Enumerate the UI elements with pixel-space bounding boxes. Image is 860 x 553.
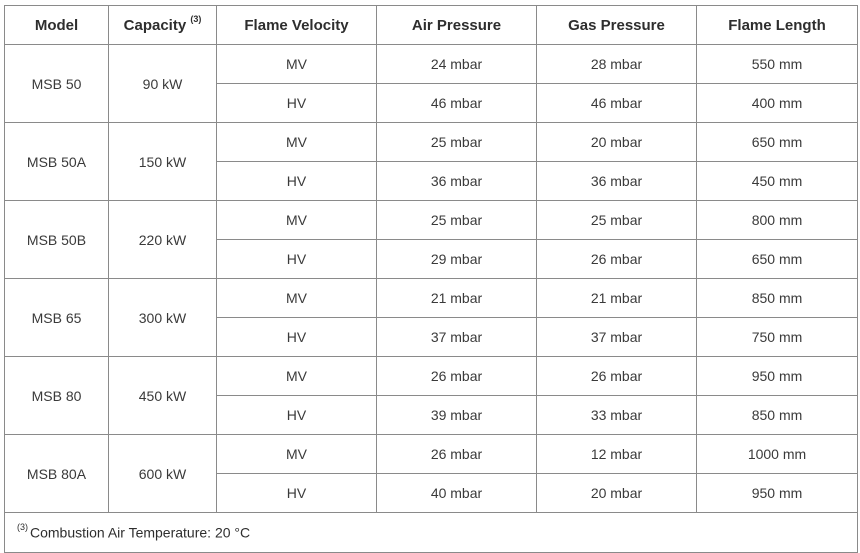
header-model: Model (5, 6, 109, 45)
air-pressure-cell: 21 mbar (377, 279, 537, 318)
gas-pressure-cell: 12 mbar (537, 435, 697, 474)
flame-velocity-cell: HV (217, 396, 377, 435)
air-pressure-cell: 40 mbar (377, 474, 537, 513)
air-pressure-cell: 26 mbar (377, 435, 537, 474)
table-row (5, 201, 858, 240)
table-header (5, 6, 858, 45)
gas-pressure-cell: 33 mbar (537, 396, 697, 435)
capacity-cell: 450 kW (109, 357, 217, 435)
flame-velocity-cell: MV (217, 357, 377, 396)
header-gas-pressure: Gas Pressure (537, 6, 697, 45)
model-cell: MSB 50 (5, 45, 109, 123)
gas-pressure-cell: 36 mbar (537, 162, 697, 201)
air-pressure-cell: 37 mbar (377, 318, 537, 357)
capacity-cell: 300 kW (109, 279, 217, 357)
flame-velocity-cell: MV (217, 123, 377, 162)
header-flame-length: Flame Length (697, 6, 858, 45)
flame-length-cell: 950 mm (697, 357, 858, 396)
flame-velocity-cell: HV (217, 162, 377, 201)
table-row (5, 435, 858, 474)
flame-length-cell: 850 mm (697, 279, 858, 318)
gas-pressure-cell: 20 mbar (537, 123, 697, 162)
flame-length-cell: 800 mm (697, 201, 858, 240)
gas-pressure-cell: 21 mbar (537, 279, 697, 318)
gas-pressure-cell: 20 mbar (537, 474, 697, 513)
table-body (5, 45, 858, 513)
gas-pressure-cell: 25 mbar (537, 201, 697, 240)
air-pressure-cell: 46 mbar (377, 84, 537, 123)
model-cell: MSB 80 (5, 357, 109, 435)
footnote-row (5, 513, 858, 553)
flame-velocity-cell: HV (217, 84, 377, 123)
header-capacity (109, 6, 217, 45)
gas-pressure-cell: 46 mbar (537, 84, 697, 123)
table-row (5, 123, 858, 162)
gas-pressure-cell: 28 mbar (537, 45, 697, 84)
header-flame-velocity: Flame Velocity (217, 6, 377, 45)
flame-velocity-cell: MV (217, 45, 377, 84)
flame-velocity-cell: MV (217, 201, 377, 240)
capacity-cell: 150 kW (109, 123, 217, 201)
air-pressure-cell: 25 mbar (377, 201, 537, 240)
flame-length-cell: 550 mm (697, 45, 858, 84)
footnote-marker: (3) (17, 522, 28, 533)
model-cell: MSB 80A (5, 435, 109, 513)
capacity-cell: 90 kW (109, 45, 217, 123)
header-capacity-label: Capacity (123, 17, 187, 34)
burner-spec-table (4, 5, 858, 553)
air-pressure-cell: 39 mbar (377, 396, 537, 435)
capacity-cell: 220 kW (109, 201, 217, 279)
flame-velocity-cell: HV (217, 318, 377, 357)
gas-pressure-cell: 26 mbar (537, 240, 697, 279)
table-row (5, 45, 858, 84)
gas-pressure-cell: 37 mbar (537, 318, 697, 357)
flame-length-cell: 850 mm (697, 396, 858, 435)
flame-length-cell: 750 mm (697, 318, 858, 357)
model-cell: MSB 65 (5, 279, 109, 357)
capacity-cell: 600 kW (109, 435, 217, 513)
flame-length-cell: 450 mm (697, 162, 858, 201)
air-pressure-cell: 29 mbar (377, 240, 537, 279)
flame-velocity-cell: MV (217, 279, 377, 318)
flame-length-cell: 650 mm (697, 240, 858, 279)
table-footer (5, 513, 858, 553)
flame-length-cell: 950 mm (697, 474, 858, 513)
footnote-ref: (3) (190, 14, 202, 24)
footnote (5, 513, 858, 553)
flame-length-cell: 650 mm (697, 123, 858, 162)
model-cell: MSB 50A (5, 123, 109, 201)
header-row (5, 6, 858, 45)
flame-length-cell: 400 mm (697, 84, 858, 123)
air-pressure-cell: 25 mbar (377, 123, 537, 162)
air-pressure-cell: 24 mbar (377, 45, 537, 84)
gas-pressure-cell: 26 mbar (537, 357, 697, 396)
table-row (5, 279, 858, 318)
air-pressure-cell: 26 mbar (377, 357, 537, 396)
model-cell: MSB 50B (5, 201, 109, 279)
footnote-text: Combustion Air Temperature: 20 °C (30, 524, 251, 541)
air-pressure-cell: 36 mbar (377, 162, 537, 201)
flame-velocity-cell: HV (217, 240, 377, 279)
flame-length-cell: 1000 mm (697, 435, 858, 474)
table-row (5, 357, 858, 396)
flame-velocity-cell: MV (217, 435, 377, 474)
header-air-pressure: Air Pressure (377, 6, 537, 45)
flame-velocity-cell: HV (217, 474, 377, 513)
